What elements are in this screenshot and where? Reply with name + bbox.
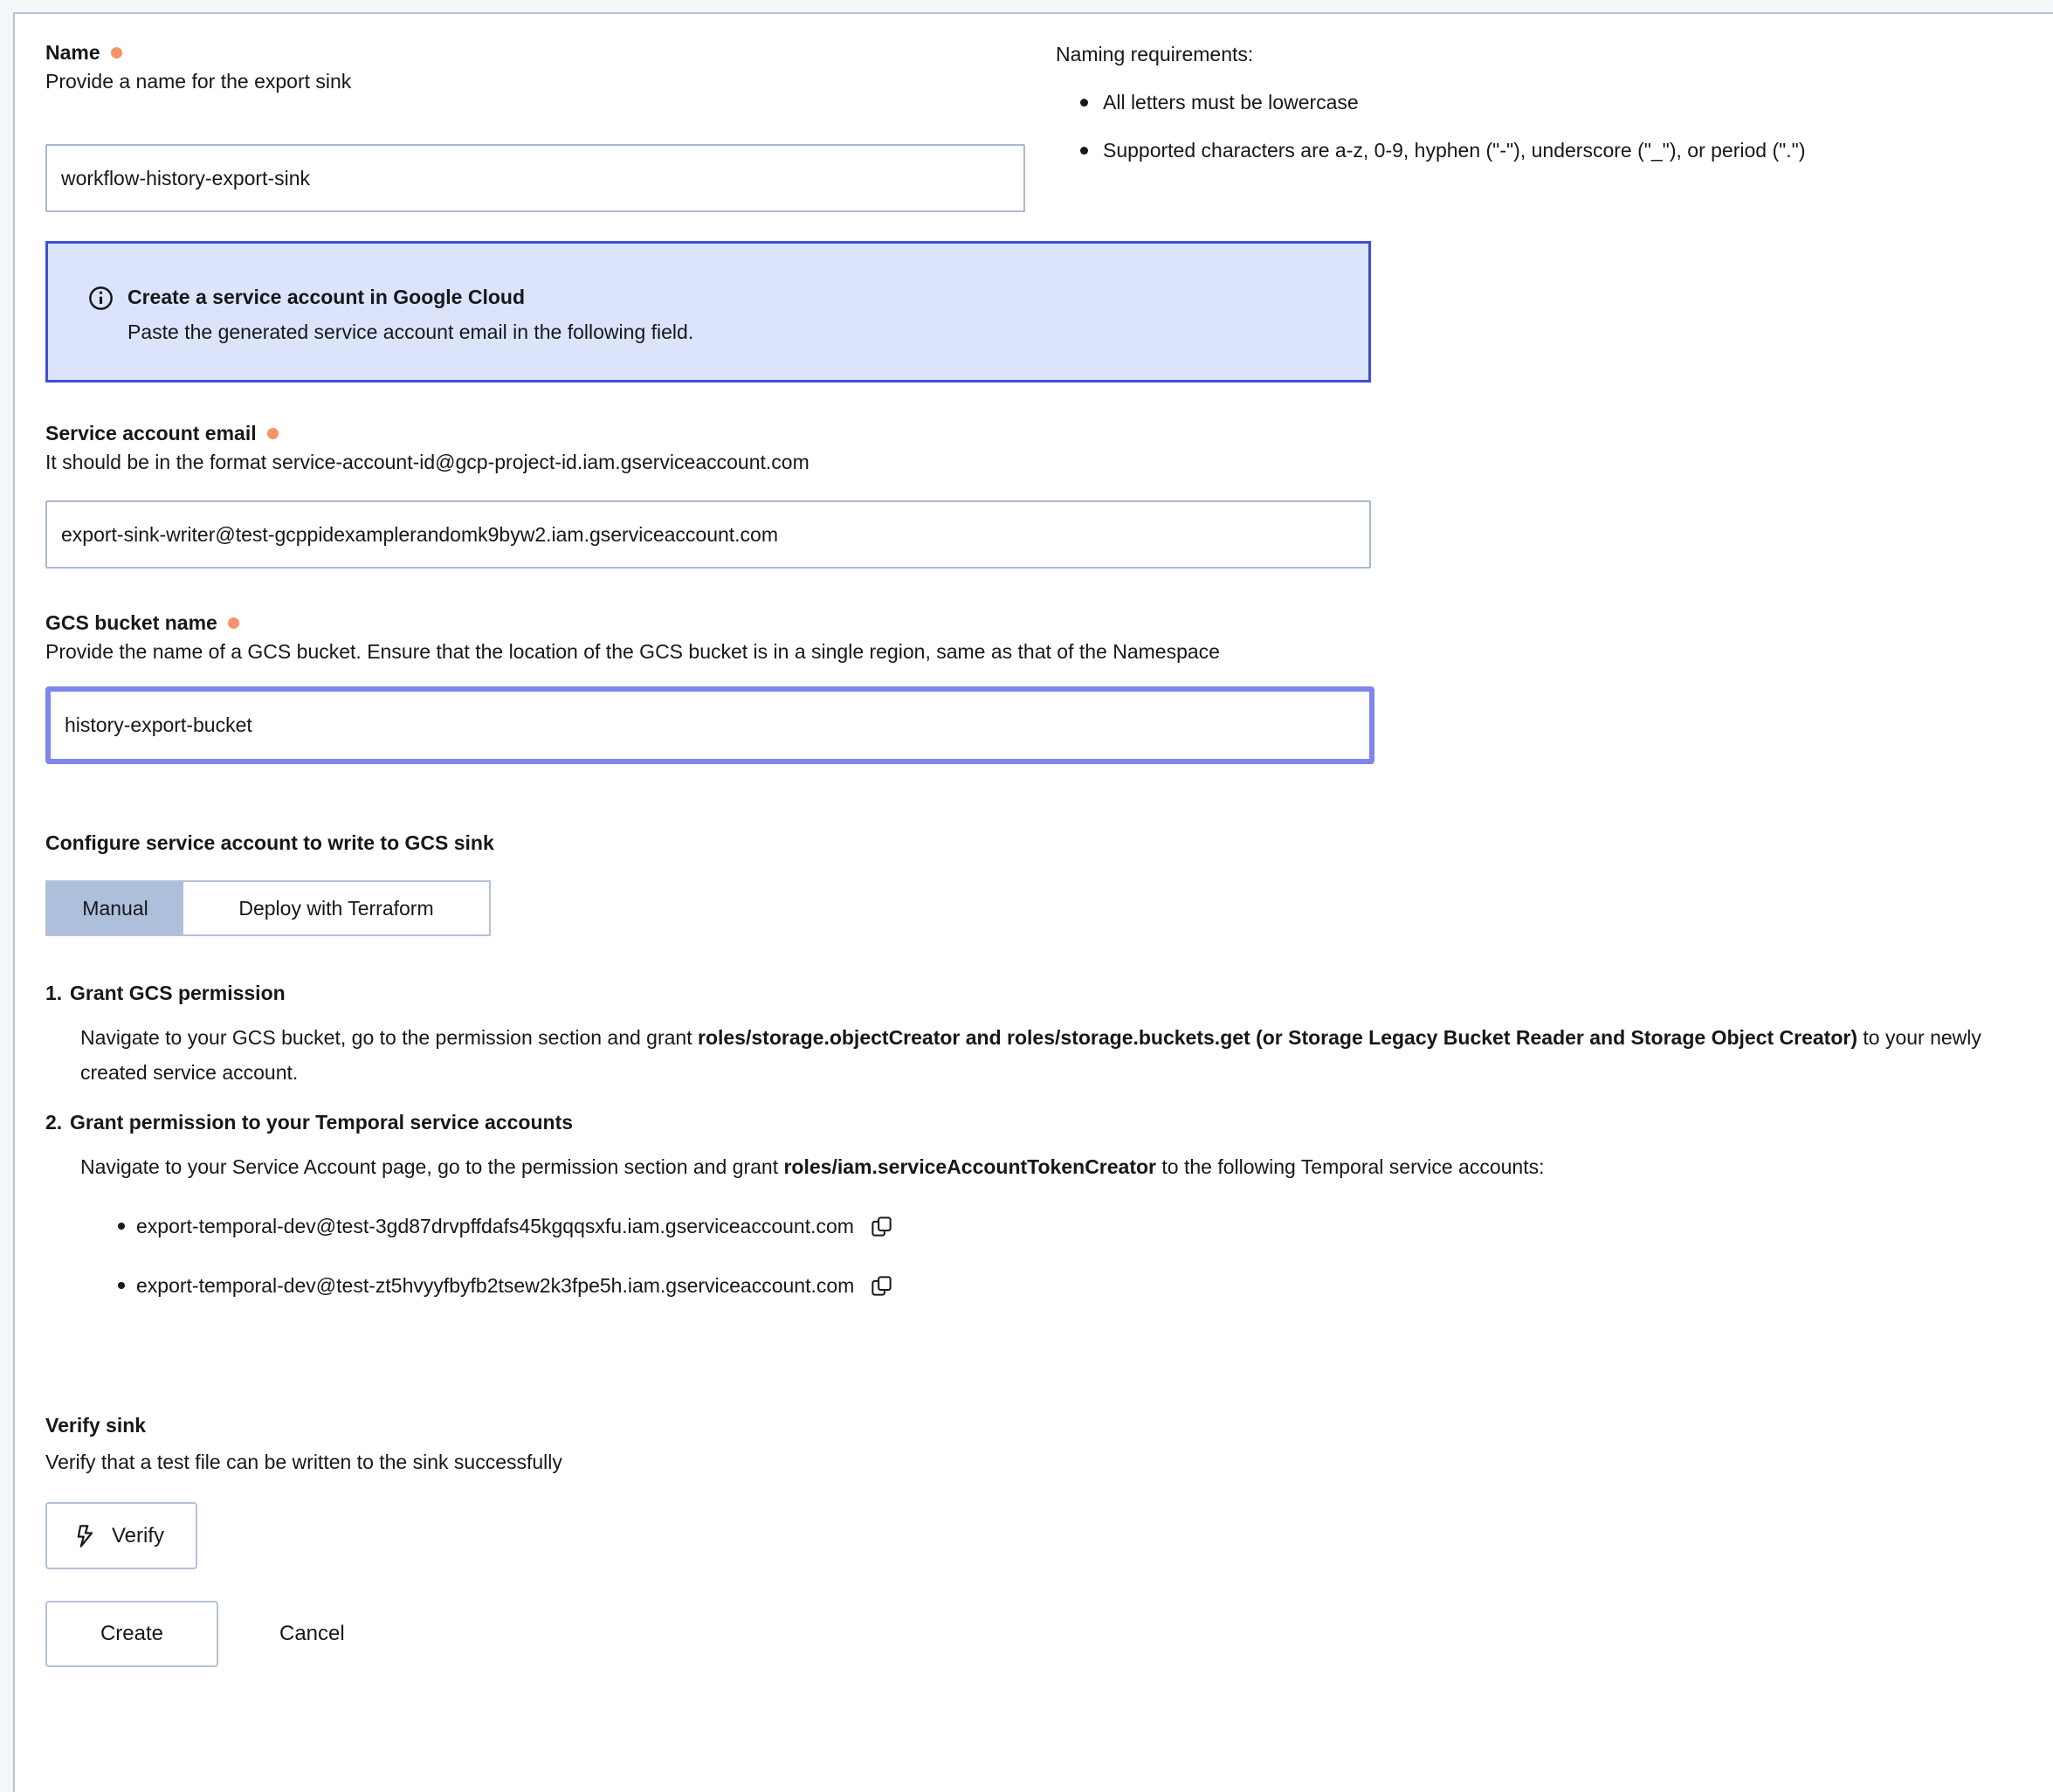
configure-tabs: [45, 880, 491, 936]
cancel-button[interactable]: Cancel: [245, 1601, 380, 1667]
step-title: Grant GCS permission: [70, 982, 286, 1004]
sink-name-input[interactable]: [45, 144, 1025, 212]
bucket-label-row: [45, 610, 2036, 635]
naming-requirement-text: All letters must be lowercase: [1103, 91, 1359, 114]
create-button[interactable]: Create: [45, 1601, 218, 1667]
list-item: [118, 1214, 2036, 1238]
temporal-account-email: export-temporal-dev@test-3gd87drvpffdafs45kgqqsxfu.iam.gserviceaccount.com: [136, 1215, 854, 1237]
service-account-field-group: [45, 421, 2036, 569]
name-row: [45, 40, 2036, 212]
step-body: [70, 980, 2036, 1090]
temporal-account-email: export-temporal-dev@test-zt5hvyyfbyfb2tsew2k3fpe5h.iam.gserviceaccount.com: [136, 1274, 855, 1297]
required-dot-icon: [228, 617, 239, 629]
step-text-bold: roles/iam.serviceAccountTokenCreator: [783, 1155, 1156, 1178]
verify-button[interactable]: [45, 1502, 197, 1569]
copy-button[interactable]: [870, 1274, 893, 1298]
verify-section-title: Verify sink: [45, 1414, 147, 1437]
tab-deploy-terraform[interactable]: [183, 882, 489, 934]
temporal-account-list: [118, 1214, 2036, 1298]
service-account-email-input[interactable]: [45, 500, 1371, 569]
required-dot-icon: [111, 47, 122, 59]
name-field-group: [45, 40, 1025, 212]
service-account-label: Service account email: [45, 422, 257, 445]
bucket-description: Provide the name of a GCS bucket. Ensure that the location of the GCS bucket is in a single region, same as that of the Namespace: [45, 640, 1220, 663]
naming-requirement-text: Supported characters are a-z, 0-9, hyphen ("-"), underscore ("_"), or period ("."): [1103, 139, 1806, 162]
step-text: Navigate to your Service Account page, go to the permission section and grant: [80, 1155, 784, 1178]
step-text: Navigate to your GCS bucket, go to the permission section and grant: [80, 1026, 698, 1049]
gcs-bucket-name-input[interactable]: [45, 686, 1374, 764]
step-grant-temporal-permission: [45, 1109, 2036, 1333]
export-sink-form-panel: [13, 12, 2053, 1792]
info-icon: [87, 285, 114, 312]
step-instructions: [80, 1149, 2010, 1184]
lightning-bolt-icon: [73, 1524, 98, 1548]
tab-manual-label: Manual: [82, 896, 148, 920]
name-label-row: [45, 40, 1025, 65]
info-banner-description: Paste the generated service account email in the following field.: [127, 320, 694, 343]
step-title: Grant permission to your Temporal service accounts: [70, 1111, 574, 1134]
naming-requirements-title: Naming requirements:: [1056, 43, 1254, 65]
info-banner-text: [127, 284, 693, 345]
tab-deploy-terraform-label: Deploy with Terraform: [238, 896, 434, 920]
service-account-description: It should be in the format service-account-id@gcp-project-id.iam.gserviceaccount.com: [45, 451, 809, 473]
step-text: to your newly created service account.: [80, 1026, 1981, 1084]
verify-section: [45, 1413, 2036, 1569]
list-item: [1056, 138, 1806, 162]
step-body: [70, 1109, 2036, 1333]
step-number: 1.: [45, 982, 63, 1004]
bullet-dot: [1080, 147, 1088, 155]
required-dot-icon: [267, 428, 279, 439]
bucket-field-group: [45, 610, 2036, 764]
bucket-label: GCS bucket name: [45, 611, 217, 634]
bullet-dot: [118, 1223, 125, 1230]
list-item: [118, 1273, 2036, 1298]
tab-manual[interactable]: [47, 882, 183, 934]
configure-section-title: Configure service account to write to GCS sink: [45, 831, 494, 854]
verify-button-label: Verify: [112, 1523, 165, 1547]
service-account-label-row: [45, 421, 2036, 445]
list-item: [1056, 90, 1806, 114]
bullet-dot: [118, 1282, 125, 1289]
form-actions: [45, 1601, 2036, 1667]
step-grant-gcs-permission: [45, 980, 2036, 1090]
name-description: Provide a name for the export sink: [45, 70, 352, 93]
step-number: 2.: [45, 1111, 63, 1134]
info-banner-title: Create a service account in Google Cloud: [127, 286, 526, 308]
step-text-bold: roles/storage.objectCreator and roles/storage.buckets.get (or Storage Legacy Bucket Reader and Storage Object Creator): [698, 1026, 1857, 1049]
copy-button[interactable]: [870, 1215, 893, 1238]
naming-requirements: [1056, 40, 1806, 162]
name-label: Name: [45, 41, 100, 64]
bullet-dot: [1080, 99, 1088, 107]
manual-steps: [45, 980, 2036, 1333]
verify-description: Verify that a test file can be written to the sink successfully: [45, 1451, 562, 1473]
info-banner: [45, 241, 1371, 383]
step-instructions: [80, 1020, 2010, 1090]
step-text: to the following Temporal service accounts:: [1156, 1155, 1545, 1178]
